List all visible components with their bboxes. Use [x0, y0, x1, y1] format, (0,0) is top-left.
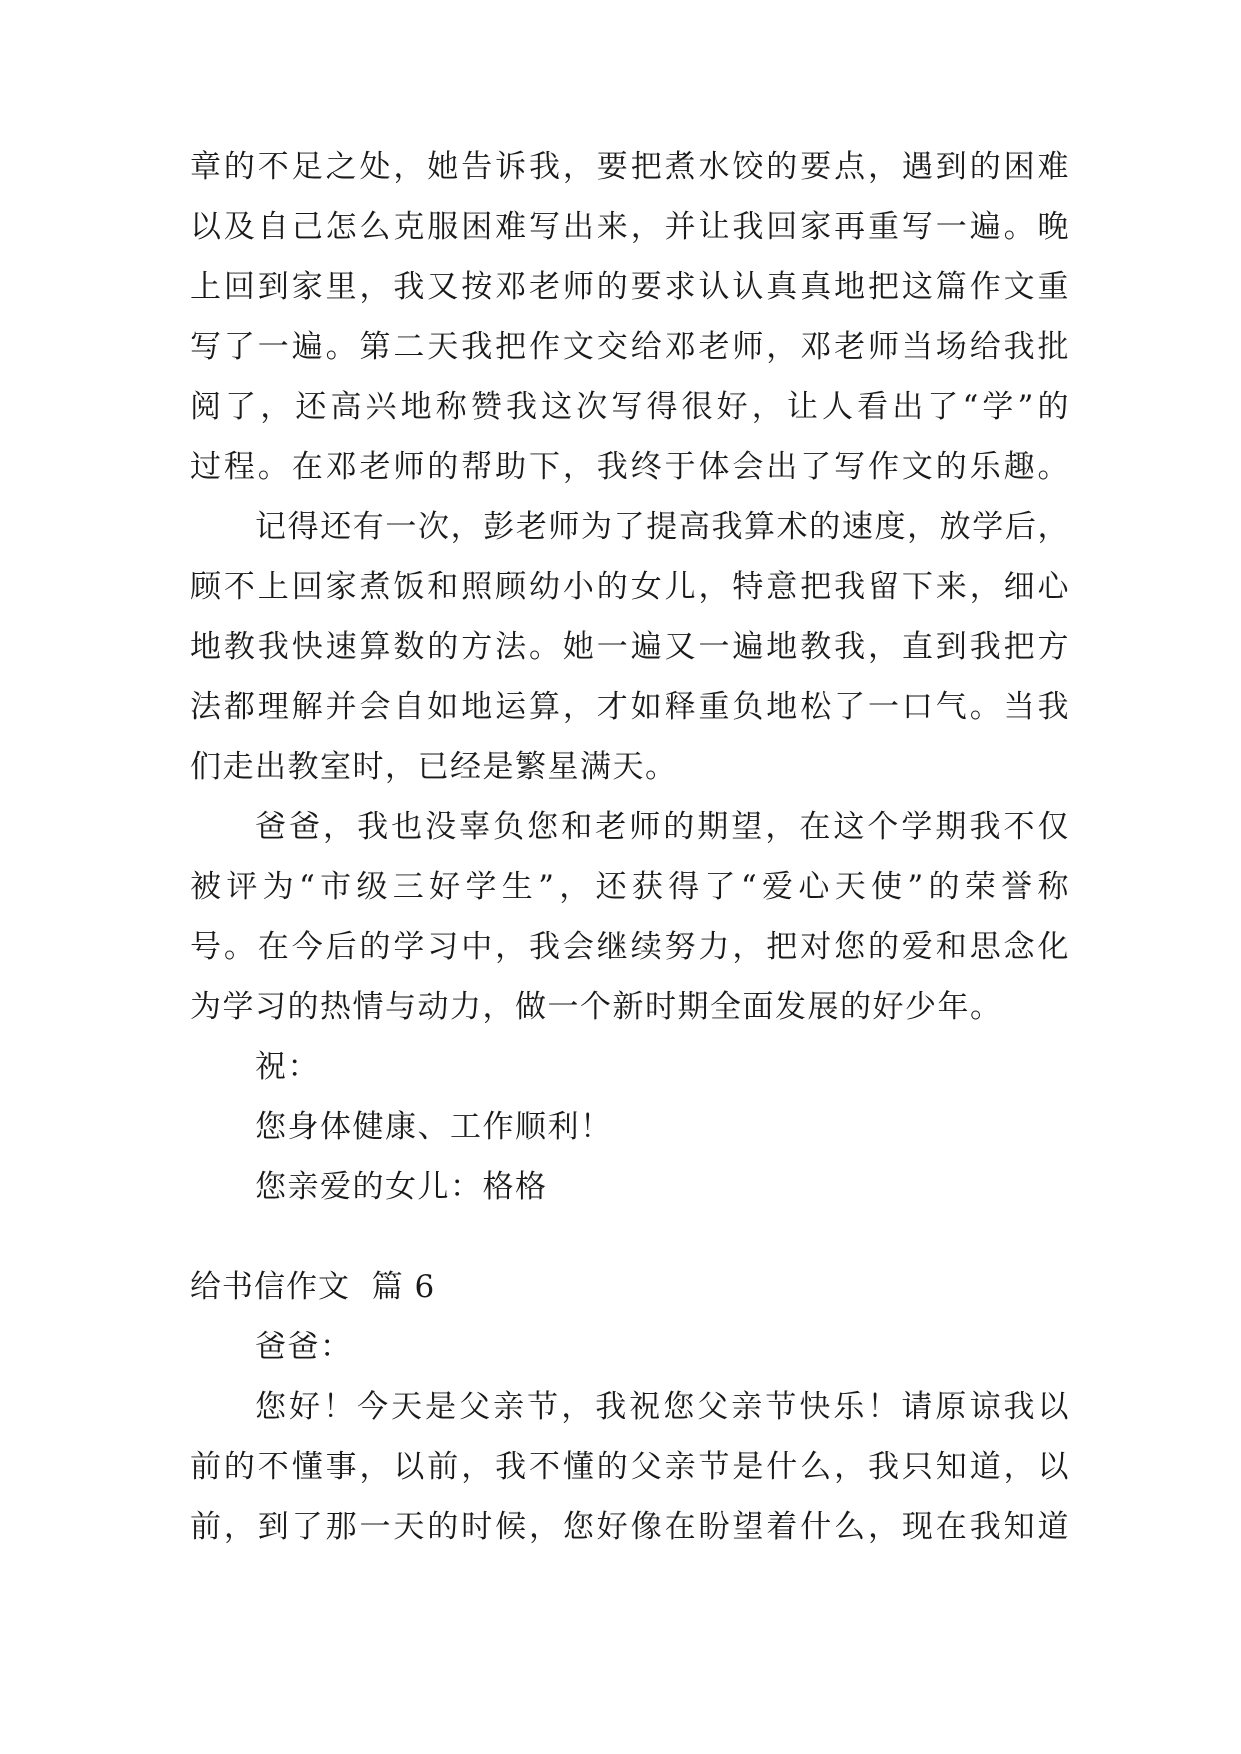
paragraph-start-line: 记得还有一次，彭老师为了提高我算术的速度，放学后，	[255, 509, 1070, 545]
closing-wish: 您身体健康、工作顺利！	[255, 1109, 613, 1145]
body-line: 们走出教室时，已经是繁星满天。	[190, 749, 678, 785]
paragraph-start-line: 爸爸，我也没辜负您和老师的期望，在这个学期我不仅	[255, 809, 1070, 845]
body-line: 被评为“市级三好学生”，还获得了“爱心天使”的荣誉称	[190, 869, 1070, 905]
body-line: 以及自己怎么克服困难写出来，并让我回家再重写一遍。晚	[190, 209, 1070, 245]
signature: 您亲爱的女儿：格格	[255, 1169, 548, 1205]
body-line: 地教我快速算数的方法。她一遍又一遍地教我，直到我把方	[190, 629, 1070, 665]
body-line: 章的不足之处，她告诉我，要把煮水饺的要点，遇到的困难	[190, 149, 1070, 185]
body-line: 阅了，还高兴地称赞我这次写得很好，让人看出了“学”的	[190, 389, 1070, 425]
paragraph-start-line: 您好！今天是父亲节，我祝您父亲节快乐！请原谅我以	[255, 1389, 1070, 1425]
body-line: 顾不上回家煮饭和照顾幼小的女儿，特意把我留下来，细心	[190, 569, 1070, 605]
body-line: 前的不懂事，以前，我不懂的父亲节是什么，我只知道，以	[190, 1449, 1070, 1485]
body-line: 过程。在邓老师的帮助下，我终于体会出了写作文的乐趣。	[190, 449, 1070, 485]
body-line: 写了一遍。第二天我把作文交给邓老师，邓老师当场给我批	[190, 329, 1070, 365]
closing-greeting: 祝：	[255, 1049, 320, 1085]
body-line: 为学习的热情与动力，做一个新时期全面发展的好少年。	[190, 989, 1003, 1025]
body-line: 号。在今后的学习中，我会继续努力，把对您的爱和思念化	[190, 929, 1070, 965]
section-heading: 给书信作文 篇 6	[190, 1269, 436, 1305]
body-line: 上回到家里，我又按邓老师的要求认认真真地把这篇作文重	[190, 269, 1070, 305]
body-line: 前，到了那一天的时候，您好像在盼望着什么，现在我知道	[190, 1509, 1070, 1545]
salutation: 爸爸：	[255, 1329, 353, 1365]
body-line: 法都理解并会自如地运算，才如释重负地松了一口气。当我	[190, 689, 1070, 725]
